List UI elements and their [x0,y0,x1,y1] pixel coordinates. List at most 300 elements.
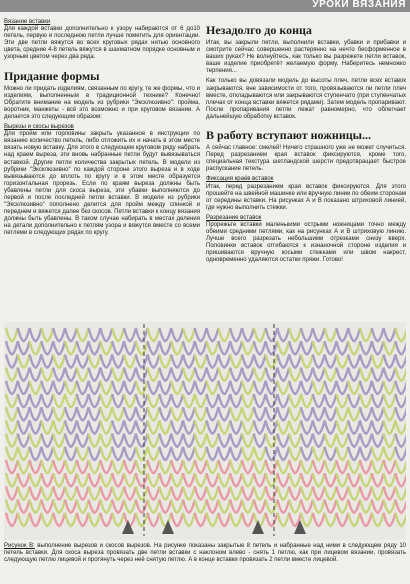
stitch [277,368,289,381]
stitch [89,328,101,341]
stitch [301,381,313,394]
stitch [207,381,219,394]
stitch [360,513,372,526]
stitch [65,381,77,394]
stitch [384,328,396,341]
stitch [30,328,42,341]
stitch [53,447,65,460]
stitch [195,460,207,473]
stitch [6,354,18,367]
stitch [266,486,278,499]
stitch [136,434,148,447]
stitch [242,341,254,354]
stitch [6,460,18,473]
stitch [6,447,18,460]
stitch [207,407,219,420]
stitch [242,354,254,367]
stitch [148,500,160,513]
stitch [277,354,289,367]
stitch [112,354,124,367]
stitch [183,486,195,499]
stitch [195,368,207,381]
stitch [41,420,53,433]
stitch [325,447,337,460]
stitch [254,447,266,460]
stitch [277,341,289,354]
stitch [159,460,171,473]
stitch [100,434,112,447]
stitch [325,407,337,420]
stitch [148,341,160,354]
stitch [254,473,266,486]
stitch [65,434,77,447]
stitch [395,328,406,341]
stitch [242,473,254,486]
stitch [18,381,30,394]
stitch [65,341,77,354]
stitch [301,460,313,473]
stitch [53,341,65,354]
stitch [360,434,372,447]
stitch [53,368,65,381]
stitch [148,513,160,526]
stitch [30,460,42,473]
stitch [301,407,313,420]
stitch [384,407,396,420]
page-header [0,0,410,12]
stitch [313,368,325,381]
stitch [218,447,230,460]
stitch [266,328,278,341]
stitch [395,407,406,420]
stitch [277,407,289,420]
stitch [159,368,171,381]
stitch [348,460,360,473]
stitch [65,368,77,381]
stitch [195,328,207,341]
stitch [395,381,406,394]
stitch [41,500,53,513]
stitch [136,420,148,433]
stitch [77,394,89,407]
paragraph: Для пройм или горловины закрыть указанное в инструкции по вязанию количество петель, либо отложить их и начать в этом месте вязать новую вставку. Для этого в следующем круговом ряду набрать над краем выреза, эти вновь набранные петли будут вывязываться вставкой. Другие петли количества закрытых петель. В модели из рубрики "Эксклюзивно" по каждой стороне этого выреза и в ходе вывязываются до вплоть по кругу и в этом месте образуется горизонтальная прорезь. Если по краям выреза должны быть убавлены петли для скоса выреза, эти убавки выполняются до первой и после последней петли вставки. В модели из рубрики "Эксклюзивно" пополнено делится для пройм между спинкой и переднем и вяжется далее без скосов. Петли вставки к концу вязания должны быть убавлены. В таком случае набирать в местах деления на детали дополнительно к петлям узора и вяжутся вместе со всеми петлями в следующих рядах по кругу. [4,131,200,237]
stitch [384,460,396,473]
stitch [112,381,124,394]
stitch [277,513,289,526]
subheading-fix-edges: Фиксация краёв вставок [206,176,274,183]
stitch [136,328,148,341]
stitch [289,500,301,513]
stitch [41,434,53,447]
stitch [384,394,396,407]
stitch [360,407,372,420]
stitch [89,407,101,420]
stitch [18,341,30,354]
stitch [183,368,195,381]
stitch [89,500,101,513]
stitch [18,420,30,433]
stitch [395,460,406,473]
stitch [41,460,53,473]
stitch [53,460,65,473]
stitch [207,354,219,367]
stitch [395,434,406,447]
stitch [136,341,148,354]
stitch [325,341,337,354]
stitch [336,460,348,473]
stitch [218,381,230,394]
stitch [148,420,160,433]
stitch [395,500,406,513]
stitch [348,434,360,447]
stitch [136,513,148,526]
stitch [384,420,396,433]
stitch [53,500,65,513]
stitch [266,513,278,526]
stitch [242,500,254,513]
stitch [18,354,30,367]
stitch [41,354,53,367]
stitch [112,473,124,486]
stitch [230,434,242,447]
stitch [77,486,89,499]
stitch [112,407,124,420]
stitch [384,354,396,367]
stitch [348,407,360,420]
stitch [266,407,278,420]
stitch [360,420,372,433]
stitch [266,473,278,486]
stitch [183,354,195,367]
stitch [313,434,325,447]
stitch [266,434,278,447]
paragraph: Можно ли придать изделиям, связанным по кругу, те же формы, что и изделиям, выполненным в традиционной технике? Конечно! Обратите внимание на модель из рубрики "Эксклюзивно": пройма, воротник, манжеты - всё это возможно и при круговом вязании. А делается это следующим образом: [4,85,200,120]
stitch [372,381,384,394]
stitch [313,328,325,341]
stitch [336,407,348,420]
stitch [124,513,136,526]
stitch [65,473,77,486]
stitch [159,407,171,420]
stitch [89,460,101,473]
stitch [384,473,396,486]
stitch [301,486,313,499]
stitch [218,394,230,407]
stitch [207,368,219,381]
stitch [77,420,89,433]
stitch [195,500,207,513]
stitch [336,513,348,526]
stitch [254,407,266,420]
stitch [89,420,101,433]
stitch [230,486,242,499]
stitch [336,447,348,460]
stitch [254,328,266,341]
stitch [89,394,101,407]
stitch [18,500,30,513]
stitch [30,500,42,513]
stitch [266,460,278,473]
stitch [148,460,160,473]
stitch [183,500,195,513]
stitch [348,513,360,526]
stitch [53,354,65,367]
paragraph: Как только вы довязали модель до высоты плеч, петли всех вставок закрываются, вне зависимости от того, провязываются ли петли плеч вместе, откладываются или закрываются ступенчато (при ступенчатых плечах от конца вставки вяжется рядами). Затем модель пропаривают. После пропаривания петли лежат равномерно, что облегчает дальнейшую обработку вставок. [206,78,406,120]
stitch [277,328,289,341]
stitch [171,447,183,460]
stitch [301,394,313,407]
stitch [325,328,337,341]
stitch [230,420,242,433]
stitch [100,368,112,381]
stitch [230,513,242,526]
stitch [277,486,289,499]
stitch [89,368,101,381]
stitch [53,486,65,499]
stitch [159,447,171,460]
stitch [112,420,124,433]
heading-scissors: В работу вступают ножницы... [206,128,372,143]
stitch [171,381,183,394]
stitch [183,381,195,394]
stitch [266,368,278,381]
stitch [136,460,148,473]
stitch [18,447,30,460]
stitch [348,354,360,367]
stitch [30,420,42,433]
stitch [230,473,242,486]
stitch [148,354,160,367]
stitch [148,368,160,381]
stitch [41,486,53,499]
stitch [171,407,183,420]
stitch [336,473,348,486]
stitch [183,473,195,486]
stitch [207,447,219,460]
stitch [136,447,148,460]
stitch [289,394,301,407]
stitch [277,500,289,513]
right-column [206,18,406,268]
stitch [112,394,124,407]
stitch [336,368,348,381]
stitch [18,328,30,341]
stitch [336,394,348,407]
stitch [100,473,112,486]
stitch [336,434,348,447]
stitch [313,500,325,513]
stitch [360,486,372,499]
stitch [313,394,325,407]
stitch [100,513,112,526]
stitch [124,460,136,473]
stitch [6,394,18,407]
stitch [289,420,301,433]
stitch [218,341,230,354]
caption-text: выполнение вырезов и скосов вырезов. На рисунке показаны закрытые 8 петель и набранные над ними в следующем ряду 10 петель вставки. Для скоса выреза провязать две петли вставки с наклоном влево - снять 1 петлю, как при лицевом вязании, провязать следующую петлю лицевой и протянуть через неё снятую петлю. А в конце вставки провязать 2 петли вместе лицевой. [4,543,406,564]
arrow-icon [162,520,174,534]
stitch [277,381,289,394]
stitch [124,368,136,381]
stitch [313,473,325,486]
stitch [159,328,171,341]
stitch [30,394,42,407]
stitch [301,420,313,433]
stitch [183,328,195,341]
stitch [360,381,372,394]
stitch [348,341,360,354]
stitch [30,513,42,526]
stitch [266,394,278,407]
heading-shaping: Придание формы [4,68,100,83]
stitch [313,486,325,499]
stitch [289,328,301,341]
stitch [230,394,242,407]
stitch [266,447,278,460]
stitch [171,394,183,407]
stitch [395,513,406,526]
stitch [301,341,313,354]
stitch [112,447,124,460]
stitch [266,341,278,354]
stitch [266,354,278,367]
stitch [325,434,337,447]
stitch [207,473,219,486]
stitch [313,460,325,473]
stitch [336,354,348,367]
stitch [266,381,278,394]
stitch [148,434,160,447]
stitch [242,460,254,473]
stitch [89,486,101,499]
stitch [136,407,148,420]
stitch [159,500,171,513]
stitch [30,473,42,486]
stitch [348,447,360,460]
stitch [207,420,219,433]
stitch [218,500,230,513]
stitch [395,341,406,354]
stitch [384,486,396,499]
stitch [100,500,112,513]
stitch [171,341,183,354]
stitch [195,354,207,367]
stitch [242,394,254,407]
stitch [53,328,65,341]
stitch [372,473,384,486]
stitch [325,486,337,499]
stitch [372,447,384,460]
stitch [148,328,160,341]
stitch [100,394,112,407]
stitch [136,381,148,394]
stitch [395,447,406,460]
stitch [6,368,18,381]
stitch [207,434,219,447]
stitch [336,486,348,499]
stitch [230,368,242,381]
subheading-insert-knitting: Вязание вставки [4,19,51,25]
stitch [6,341,18,354]
stitch [65,328,77,341]
stitch [53,381,65,394]
stitch [100,381,112,394]
stitch [372,513,384,526]
stitch [372,368,384,381]
stitch [301,434,313,447]
stitch [148,394,160,407]
stitch [41,394,53,407]
stitch [301,500,313,513]
stitch [65,407,77,420]
stitch [195,486,207,499]
stitch [372,420,384,433]
stitch [53,407,65,420]
stitch [41,407,53,420]
stitch [242,381,254,394]
stitch [207,513,219,526]
heading-before-end: Незадолго до конца [206,23,312,37]
stitch [195,341,207,354]
stitch [325,368,337,381]
paragraph: А сейчас главное: смелей! Ничего страшного уже не может случиться. Перед разрезанием края вставок фиксируются, кроме того, специальная текстура шетландской шерсти предотвращает быстрое распускание петель. [206,145,406,173]
stitch [195,394,207,407]
stitch [395,354,406,367]
stitch [89,447,101,460]
stitch [325,381,337,394]
stitch [384,513,396,526]
stitch [18,473,30,486]
stitch-illustration [4,322,406,540]
stitch [124,500,136,513]
stitch [325,354,337,367]
stitch [112,341,124,354]
stitch [18,434,30,447]
stitch [372,341,384,354]
stitch [313,513,325,526]
stitch [254,354,266,367]
stitch [313,381,325,394]
stitch [230,341,242,354]
stitch [301,368,313,381]
caption-label: Рисунок В: [4,543,35,549]
stitch [195,407,207,420]
stitch [53,394,65,407]
stitch [313,407,325,420]
stitch [112,500,124,513]
section-title: УРОКИ ВЯЗАНИЯ [312,0,406,10]
stitch [65,460,77,473]
stitch [360,394,372,407]
stitch [395,368,406,381]
stitch [148,447,160,460]
stitch [325,460,337,473]
stitch [77,500,89,513]
stitch [18,368,30,381]
stitch [242,368,254,381]
stitch [207,486,219,499]
stitch [336,500,348,513]
stitch [77,368,89,381]
stitch [218,328,230,341]
stitch [360,500,372,513]
stitch [254,341,266,354]
stitch [183,447,195,460]
stitch [395,394,406,407]
stitch [30,447,42,460]
stitch [348,328,360,341]
stitch [230,381,242,394]
